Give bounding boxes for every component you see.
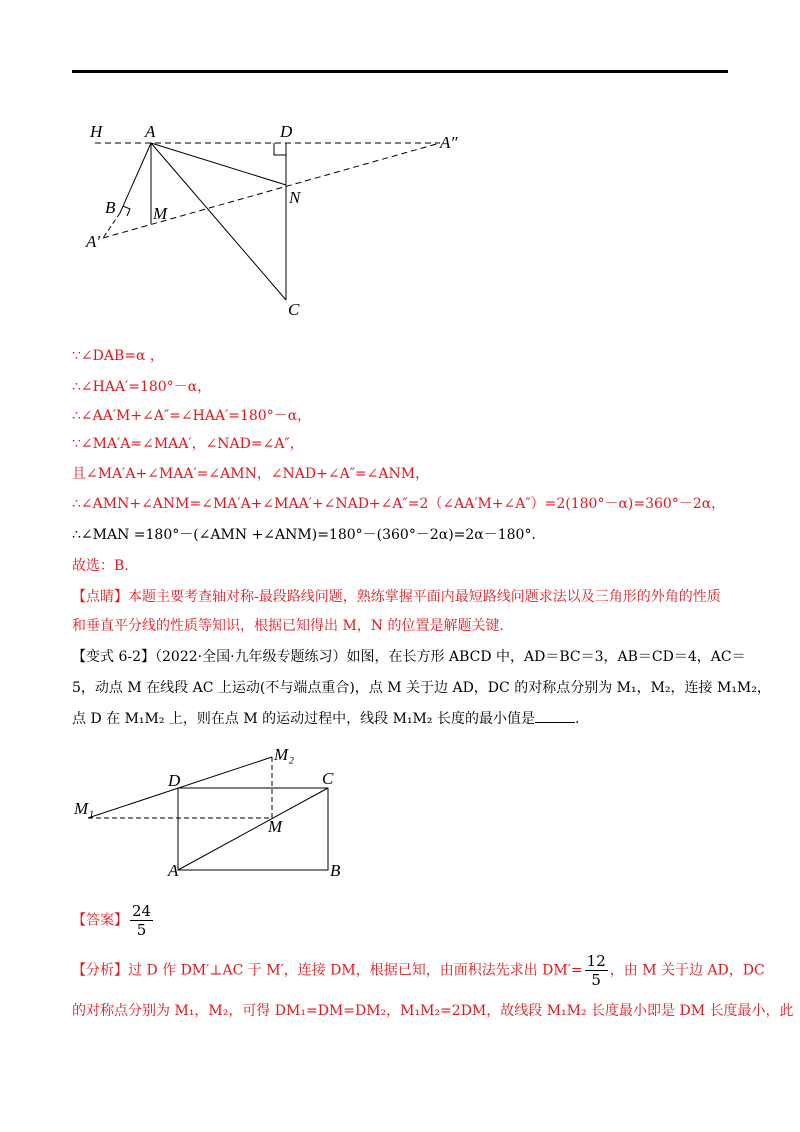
analysis-text-1a: 过 D 作 DM′⊥AC 于 M′，连接 DM，根据已知，由面积法先求出 DM′= bbox=[128, 962, 583, 979]
label-N: N bbox=[289, 188, 301, 207]
solution-line-5: 且∠MA′A+∠MAA′=∠AMN，∠NAD+∠A″=∠ANM， bbox=[72, 466, 430, 482]
comment-line-2: 和垂直平分线的性质等知识，根据已知得出 M，N 的位置是解题关键. bbox=[72, 618, 504, 634]
label-H: H bbox=[90, 122, 103, 141]
answer-line bbox=[72, 902, 155, 939]
label-M: M bbox=[153, 204, 168, 223]
choice-line: 故选：B. bbox=[72, 558, 129, 574]
analysis-line-2: 的对称点分别为 M₁，M₂，可得 DM₁=DM=DM₂，M₁M₂=2DM，故线段 M₁M₂ 长度最小即是 DM 长度最小，此 bbox=[72, 1003, 794, 1019]
label-A1: A′ bbox=[86, 232, 101, 251]
solution-line-2: ∴∠HAA′=180°－α， bbox=[72, 379, 212, 395]
comment-text-1: 本题主要考查轴对称-最段路线问题，熟练掌握平面内最短路线问题求法以及三角形的外角的性质 bbox=[128, 589, 721, 605]
label-A2: A″ bbox=[440, 133, 458, 152]
answer-denominator: 5 bbox=[136, 921, 147, 939]
label-M2: M₂ bbox=[274, 745, 295, 764]
analysis-denominator: 5 bbox=[591, 971, 601, 989]
label-B-2: B bbox=[330, 861, 341, 880]
solution-line-3: ∴∠AA′M+∠A″=∠HAA′=180°－α， bbox=[72, 408, 312, 424]
label-D: D bbox=[280, 122, 293, 141]
problem-line-2: 5，动点 M 在线段 AC 上运动(不与端点重合)，点 M 关于边 AD，DC 的对称点分别为 M₁，M₂，连接 M₁M₂， bbox=[72, 680, 771, 696]
label-B: B bbox=[105, 198, 116, 217]
label-C: C bbox=[288, 300, 300, 319]
analysis-fraction bbox=[585, 952, 608, 989]
problem-tag: 【变式 6-2】 bbox=[72, 649, 155, 665]
solution-line-6: ∴∠AMN+∠ANM=∠MA′A+∠MAA′+∠NAD+∠A″=2（∠AA′M+∠A″）=2(180°－α)=360°－2α， bbox=[72, 496, 726, 512]
answer-tag: 【答案】 bbox=[72, 912, 128, 929]
label-M1: M₁ bbox=[74, 799, 95, 818]
label-A: A bbox=[145, 122, 156, 141]
solution-line-1: ∵∠DAB=α ， bbox=[72, 348, 164, 364]
comment-tag: 【点睛】 bbox=[72, 589, 128, 605]
analysis-tag: 【分析】 bbox=[72, 962, 128, 979]
answer-fraction bbox=[130, 902, 153, 939]
label-A-2: A bbox=[168, 861, 179, 880]
problem-text-3: 点 D 在 M₁M₂ 上，则在点 M 的运动过程中，线段 M₁M₂ 长度的最小值是 bbox=[72, 711, 535, 727]
analysis-numerator: 12 bbox=[586, 952, 606, 970]
problem-text-3-end: . bbox=[574, 711, 580, 727]
solution-line-4: ∵∠MA′A=∠MAA′，∠NAD=∠A″， bbox=[72, 436, 304, 452]
answer-numerator: 24 bbox=[132, 902, 152, 920]
problem-text-1: （2022·全国·九年级专题练习）如图，在长方形 ABCD 中，AD＝BC＝3，AB＝CD＝4，AC＝ bbox=[155, 649, 746, 665]
label-M-2: M bbox=[268, 817, 283, 836]
label-D-2: D bbox=[168, 771, 181, 790]
analysis-text-1b: ，由 M 关于边 AD，DC bbox=[609, 962, 765, 979]
label-C-2: C bbox=[322, 769, 334, 788]
analysis-line-1 bbox=[72, 952, 765, 989]
line-A-C-2 bbox=[178, 788, 328, 870]
solution-line-7: ∴∠MAN =180°－(∠AMN +∠ANM)=180°－(360°－2α)=2α－180°. bbox=[72, 527, 536, 543]
